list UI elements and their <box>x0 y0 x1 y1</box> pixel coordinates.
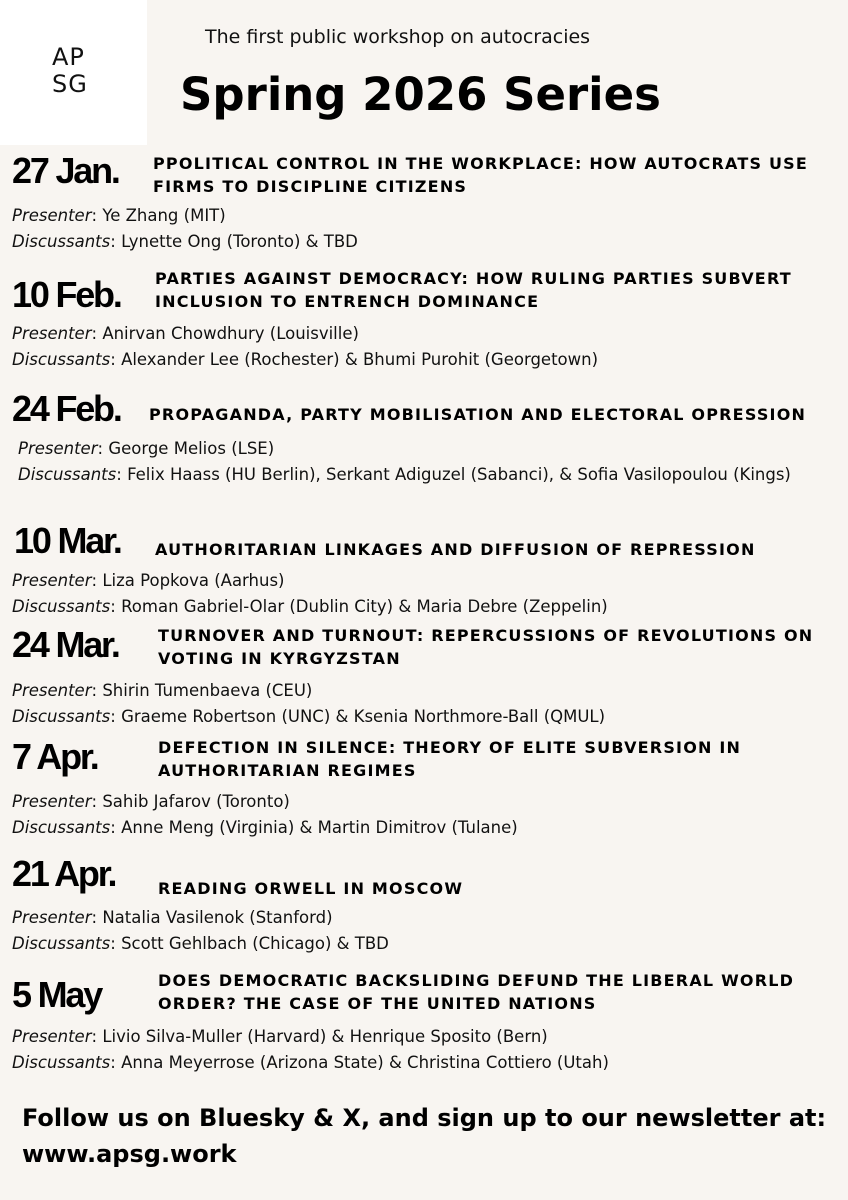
presenter-name: Shirin Tumenbaeva (CEU) <box>102 681 313 700</box>
discussants-label: Discussants <box>12 350 111 369</box>
discussants-label: Discussants <box>18 465 117 484</box>
session-people <box>12 789 827 841</box>
session-title: DOES DEMOCRATIC BACKSLIDING DEFUND THE LIBERAL WORLD ORDER? THE CASE OF THE UNITED NATIONS <box>158 971 795 1013</box>
session-title: PROPAGANDA, PARTY MOBILISATION AND ELECTORAL OPRESSION <box>149 405 807 424</box>
session-people <box>12 321 827 373</box>
session-people <box>12 203 827 255</box>
page-title: Spring 2026 Series <box>180 68 661 121</box>
discussants-label: Discussants <box>12 818 111 837</box>
presenter-name: Ye Zhang (MIT) <box>102 206 226 225</box>
discussants-label: Discussants <box>12 597 111 616</box>
discussants-names: Graeme Robertson (UNC) & Ksenia Northmore-Ball (QMUL) <box>121 707 606 726</box>
session-date: 24 Mar. <box>12 624 119 665</box>
session-date: 10 Mar. <box>14 520 121 561</box>
discussants-names: Lynette Ong (Toronto) & TBD <box>121 232 358 251</box>
presenter-label: Presenter <box>12 792 92 811</box>
footer-call-to-action: Follow us on Bluesky & X, and sign up to our newsletter at: www.apsg.work <box>22 1104 827 1168</box>
discussants-line: Discussants: Roman Gabriel-Olar (Dublin City) & Maria Debre (Zeppelin) <box>12 597 608 616</box>
session-date: 24 Feb. <box>12 388 121 429</box>
session-date: 21 Apr. <box>12 853 116 894</box>
presenter-line: Presenter: Natalia Vasilenok (Stanford) <box>12 908 333 927</box>
discussants-line: Discussants: Scott Gehlbach (Chicago) & TBD <box>12 934 389 953</box>
discussants-names: Scott Gehlbach (Chicago) & TBD <box>121 934 389 953</box>
session-people <box>12 1024 827 1076</box>
presenter-name: Sahib Jafarov (Toronto) <box>102 792 290 811</box>
presenter-label: Presenter <box>12 571 92 590</box>
session-people <box>18 436 828 488</box>
presenter-line: Presenter: Sahib Jafarov (Toronto) <box>12 792 290 811</box>
presenter-label: Presenter <box>12 324 92 343</box>
session-date: 5 May <box>12 974 102 1015</box>
presenter-name: Livio Silva-Muller (Harvard) & Henrique Sposito (Bern) <box>102 1027 548 1046</box>
presenter-line: Presenter: Shirin Tumenbaeva (CEU) <box>12 681 313 700</box>
presenter-name: George Melios (LSE) <box>108 439 275 458</box>
presenter-label: Presenter <box>12 1027 92 1046</box>
session-title: TURNOVER AND TURNOUT: REPERCUSSIONS OF REVOLUTIONS ON VOTING IN KYRGYZSTAN <box>158 626 814 668</box>
discussants-names: Anne Meng (Virginia) & Martin Dimitrov (Tulane) <box>121 818 518 837</box>
presenter-name: Natalia Vasilenok (Stanford) <box>102 908 333 927</box>
logo-line-1: AP <box>52 43 85 71</box>
session-people <box>12 568 827 620</box>
session-people <box>12 678 827 730</box>
session-title: AUTHORITARIAN LINKAGES AND DIFFUSION OF REPRESSION <box>155 540 756 559</box>
discussants-label: Discussants <box>12 934 111 953</box>
session-date: 27 Jan. <box>12 150 119 191</box>
discussants-names: Felix Haass (HU Berlin), Serkant Adiguzel (Sabanci), & Sofia Vasilopoulou (Kings) <box>127 465 791 484</box>
session-date: 7 Apr. <box>12 736 98 777</box>
session-title: READING ORWELL IN MOSCOW <box>158 879 464 898</box>
discussants-label: Discussants <box>12 232 111 251</box>
presenter-label: Presenter <box>12 206 92 225</box>
discussants-line: Discussants: Anna Meyerrose (Arizona State) & Christina Cottiero (Utah) <box>12 1053 609 1072</box>
logo-box <box>0 0 147 145</box>
discussants-line: Discussants: Graeme Robertson (UNC) & Ksenia Northmore-Ball (QMUL) <box>12 707 606 726</box>
presenter-line: Presenter: George Melios (LSE) <box>18 439 275 458</box>
discussants-line: Discussants: Anne Meng (Virginia) & Martin Dimitrov (Tulane) <box>12 818 518 837</box>
logo-line-2: SG <box>52 70 88 98</box>
session-date: 10 Feb. <box>12 274 121 315</box>
presenter-line: Presenter: Ye Zhang (MIT) <box>12 206 226 225</box>
session-people <box>12 905 827 957</box>
session-title: DEFECTION IN SILENCE: THEORY OF ELITE SUBVERSION IN AUTHORITARIAN REGIMES <box>158 738 742 780</box>
discussants-names: Roman Gabriel-Olar (Dublin City) & Maria Debre (Zeppelin) <box>121 597 608 616</box>
discussants-names: Anna Meyerrose (Arizona State) & Christina Cottiero (Utah) <box>121 1053 609 1072</box>
presenter-name: Liza Popkova (Aarhus) <box>102 571 285 590</box>
presenter-label: Presenter <box>18 439 98 458</box>
session-title: PPOLITICAL CONTROL IN THE WORKPLACE: HOW AUTOCRATS USE FIRMS TO DISCIPLINE CITIZENS <box>153 154 808 196</box>
presenter-line: Presenter: Livio Silva-Muller (Harvard) & Henrique Sposito (Bern) <box>12 1027 548 1046</box>
subtitle: The first public workshop on autocracies <box>205 26 591 48</box>
discussants-line: Discussants: Felix Haass (HU Berlin), Serkant Adiguzel (Sabanci), & Sofia Vasilopoulou (Kings) <box>18 465 791 484</box>
discussants-line: Discussants: Alexander Lee (Rochester) & Bhumi Purohit (Georgetown) <box>12 350 599 369</box>
presenter-line: Presenter: Anirvan Chowdhury (Louisville) <box>12 324 359 343</box>
discussants-names: Alexander Lee (Rochester) & Bhumi Purohit (Georgetown) <box>121 350 599 369</box>
discussants-label: Discussants <box>12 1053 111 1072</box>
session-title: PARTIES AGAINST DEMOCRACY: HOW RULING PARTIES SUBVERT INCLUSION TO ENTRENCH DOMINANCE <box>155 269 792 311</box>
presenter-label: Presenter <box>12 908 92 927</box>
presenter-name: Anirvan Chowdhury (Louisville) <box>102 324 359 343</box>
discussants-line: Discussants: Lynette Ong (Toronto) & TBD <box>12 232 358 251</box>
presenter-line: Presenter: Liza Popkova (Aarhus) <box>12 571 285 590</box>
logo <box>52 44 88 98</box>
discussants-label: Discussants <box>12 707 111 726</box>
presenter-label: Presenter <box>12 681 92 700</box>
